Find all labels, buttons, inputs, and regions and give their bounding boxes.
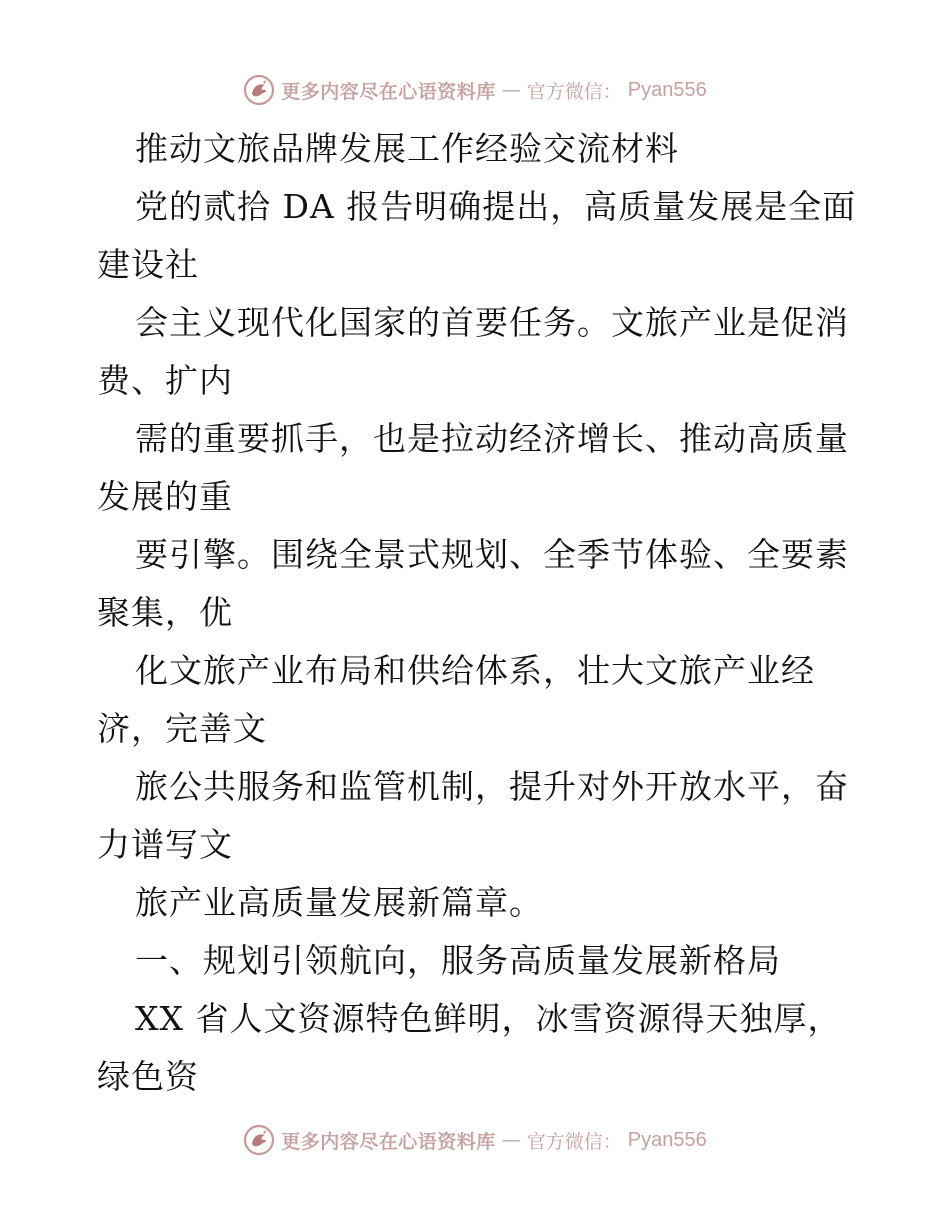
watermark-header [0, 70, 950, 110]
paragraph-line: 旅公共服务和监管机制，提升对外开放水平，奋 [135, 767, 849, 806]
paragraph-line: 发展的重 [97, 477, 233, 516]
document-body [97, 120, 867, 1106]
paragraph-line: 要引擎。围绕全景式规划、全季节体验、全要素 [135, 535, 849, 574]
paragraph-line: 旅产业高质量发展新篇章。 [135, 883, 543, 922]
paragraph-line: 聚集，优 [97, 593, 233, 632]
paragraph-line: 济，完善文 [97, 709, 267, 748]
watermark-wechat-label: 官方微信： [526, 1130, 622, 1153]
rooster-logo-icon [243, 74, 275, 106]
watermark-account: Pyan556 [627, 1128, 707, 1151]
paragraph-line: 化文旅产业布局和供给体系，壮大文旅产业经 [135, 651, 815, 690]
paragraph-line: 力谱写文 [97, 825, 233, 864]
section-heading: 一、规划引领航向，服务高质量发展新格局 [135, 941, 781, 980]
paragraph-line: 会主义现代化国家的首要任务。文旅产业是促消 [135, 303, 849, 342]
watermark-wechat-label: 官方微信： [526, 80, 622, 103]
paragraph-line: 绿色资 [97, 1057, 199, 1096]
paragraph-line: 费、扩内 [97, 361, 233, 400]
paragraph-line: 党的贰拾 DA 报告明确提出，高质量发展是全面 [135, 187, 857, 226]
watermark-account: Pyan556 [627, 78, 707, 101]
paragraph-line: XX 省人文资源特色鲜明，冰雪资源得天独厚， [135, 999, 842, 1038]
paragraph-line: 需的重要抓手，也是拉动经济增长、推动高质量 [135, 419, 849, 458]
document-title: 推动文旅品牌发展工作经验交流材料 [135, 129, 679, 168]
paragraph-line: 建设社 [97, 245, 199, 284]
watermark-brand: 更多内容尽在心语资料库 [281, 80, 496, 103]
watermark-footer [0, 1120, 950, 1160]
watermark-separator: — [501, 79, 521, 101]
watermark-brand: 更多内容尽在心语资料库 [281, 1130, 496, 1153]
rooster-logo-icon [243, 1124, 275, 1156]
watermark-separator: — [501, 1129, 521, 1151]
